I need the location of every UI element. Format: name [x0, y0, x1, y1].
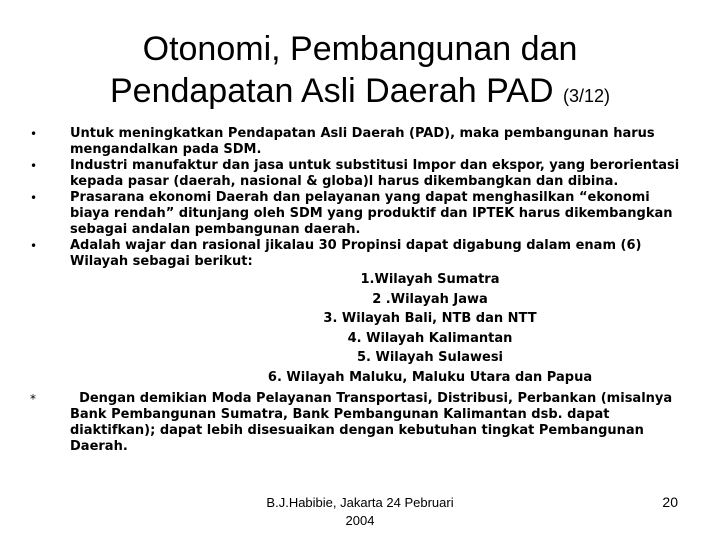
footer-author: B.J.Habibie, Jakarta 24 Pebruari [266, 495, 454, 510]
region-item: 5. Wilayah Sulawesi [356, 350, 504, 365]
list-item [30, 158, 690, 190]
title-suffix: (3/12) [562, 86, 611, 106]
region-list [70, 270, 690, 387]
bullet-text: Industri manufaktur dan jasa untuk substitusi Impor dan ekspor, yang berorientasi kepada pasar (daerah, nasional & globa)l harus dikembangkan dan dibina. [70, 158, 680, 189]
region-item: 6. Wilayah Maluku, Maluku Utara dan Papua [267, 369, 593, 385]
closing-item [30, 391, 690, 455]
bullet-marker: • [30, 127, 38, 141]
title-line-1: Otonomi, Pembangunan dan [142, 30, 578, 68]
bullet-marker: • [30, 159, 38, 173]
region-item: 2 .Wilayah Jawa [372, 291, 488, 307]
slide-title [0, 28, 720, 117]
region-item: 4. Wilayah Kalimantan [347, 330, 513, 346]
slide-body [30, 126, 690, 455]
list-item [30, 126, 690, 158]
bullet-marker: • [30, 239, 38, 253]
slide-footer [245, 494, 475, 530]
bullet-text: Prasarana ekonomi Daerah dan pelayanan yang dapat menghasilkan “ekonomi biaya rendah” ditunjang oleh SDM yang produktif dan IPTEK harus dikembangkan sebagai andalan pembangunan daerah. [70, 190, 673, 237]
title-line-2-text: Pendapatan Asli Daerah PAD [109, 72, 554, 110]
title-line-2 [0, 70, 720, 117]
bullet-marker: • [30, 191, 38, 205]
region-item: 1.Wilayah Sumatra [360, 272, 500, 287]
region-item: 3. Wilayah Bali, NTB dan NTT [323, 311, 537, 326]
page-number: 20 [662, 494, 678, 510]
closing-text: Dengan demikian Moda Pelayanan Transportasi, Distribusi, Perbankan (misalnya Bank Pembangunan Sumatra, Bank Pembangunan Kalimantan dsb. dapat diaktifkan); dapat lebih disesuaikan dengan kebutuhan tingkat Pembangunan Daerah. [70, 391, 677, 454]
bullet-text: Adalah wajar dan rasional jikalau 30 Propinsi dapat digabung dalam enam (6) Wilayah sebagai berikut: [70, 238, 642, 269]
footer-year: 2004 [345, 513, 375, 528]
bullet-text: Untuk meningkatkan Pendapatan Asli Daerah (PAD), maka pembangunan harus mengandalkan pada SDM. [70, 126, 655, 157]
star-marker: * [30, 392, 36, 406]
list-item [30, 190, 690, 238]
list-item [30, 238, 690, 270]
